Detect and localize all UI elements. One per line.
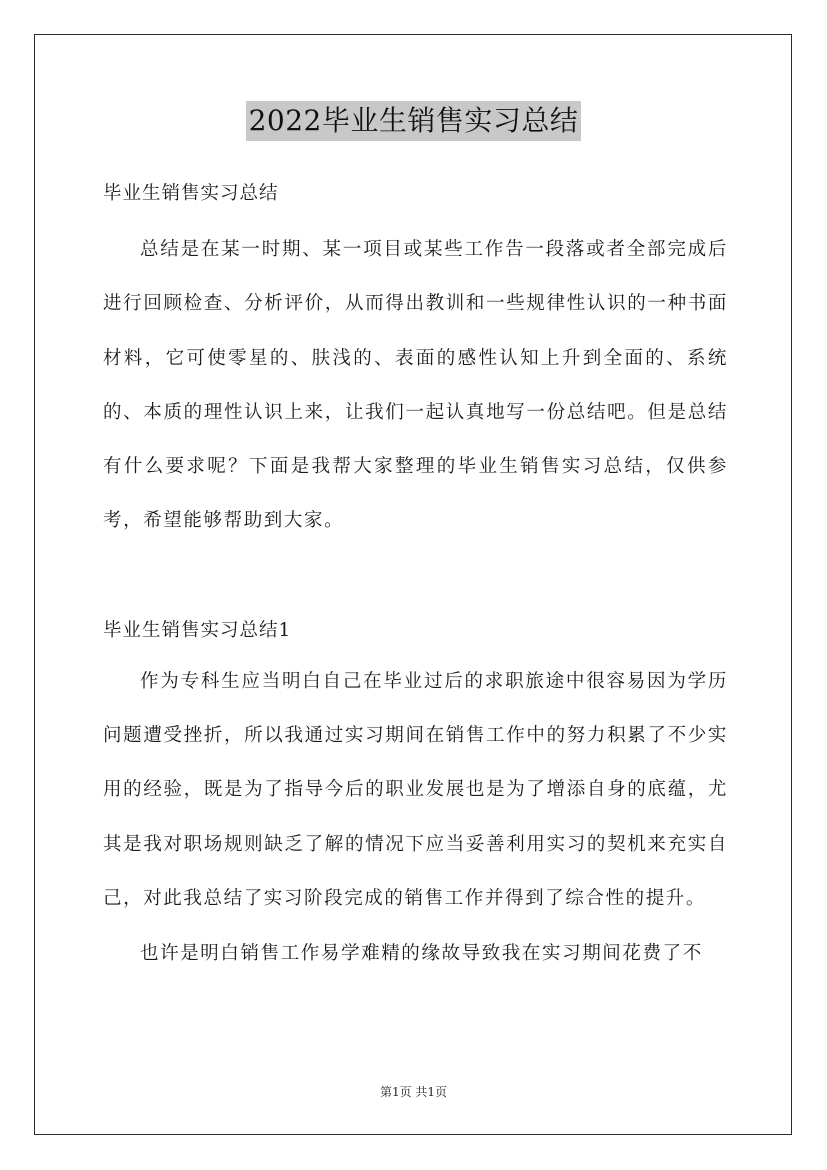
spacer [103, 549, 728, 609]
document-title: 2022毕业生销售实习总结 [246, 101, 582, 141]
intro-heading: 毕业生销售实习总结 [103, 183, 279, 204]
page-number: 第1页 共1页 [379, 1085, 448, 1099]
page-footer [0, 1084, 827, 1100]
document-body [103, 172, 728, 982]
intro-paragraph: 总结是在某一时期、某一项目或某些工作告一段落或者全部完成后进行回顾检查、分析评价，从而得出教训和一些规律性认识的一种书面材料，它可使零星的、肤浅的、表面的感性认知上升到全面的、系统的、本质的理性认识上来，让我们一起认真地写一份总结吧。但是总结有什么要求呢？下面是我帮大家整理的毕业生销售实习总结，仅供参考，希望能够帮助到大家。 [103, 239, 728, 532]
section-1-heading: 毕业生销售实习总结1 [103, 619, 292, 641]
spacer [103, 216, 728, 223]
section-1-paragraph-1: 作为专科生应当明白自己在毕业过后的求职旅途中很容易因为学历问题遭受挫折，所以我通过实习期间在销售工作中的努力积累了不少实用的经验，既是为了指导今后的职业发展也是为了增添自身的底蕴，尤其是我对职场规则缺乏了解的情况下应当妥善利用实习的契机来充实自己，对此我总结了实习阶段完成的销售工作并得到了综合性的提升。 [103, 670, 728, 909]
section-1-paragraph-2: 也许是明白销售工作易学难精的缘故导致我在实习期间花费了不 [140, 943, 703, 965]
title-wrap [0, 101, 827, 141]
